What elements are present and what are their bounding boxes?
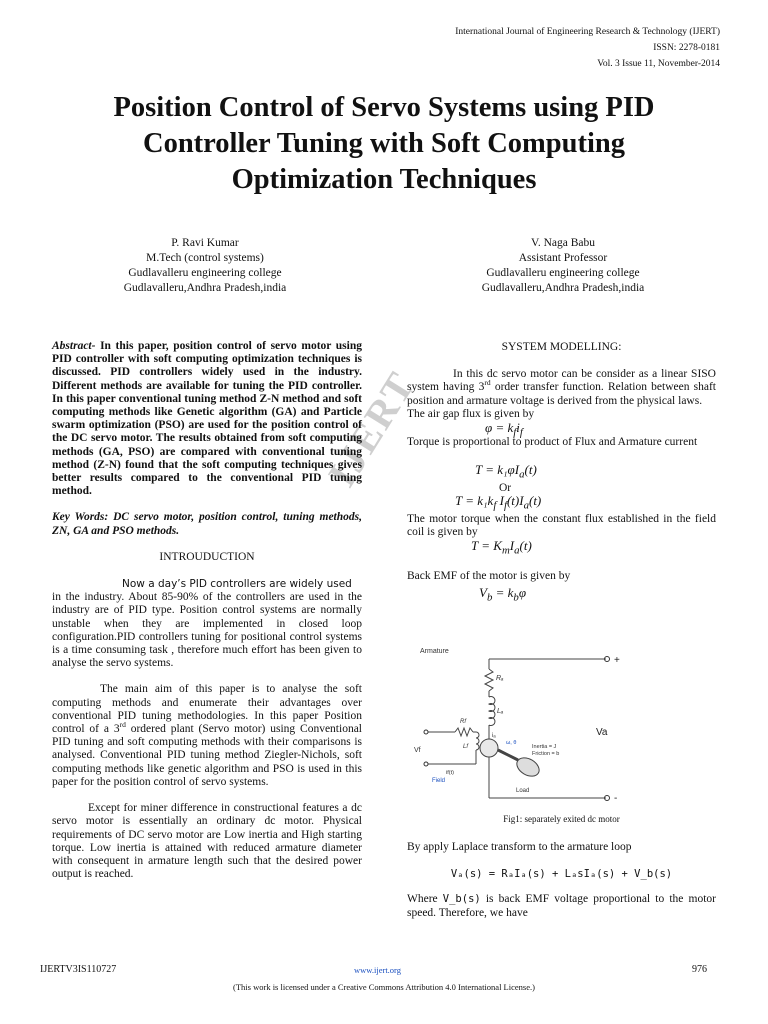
equation-torque-3 [407,539,716,558]
laplace-equation: Vₐ(s) = RₐIₐ(s) + LₐsIₐ(s) + V_b(s) [450,868,673,881]
plus-sign: + [614,655,620,666]
system-modelling-heading: SYSTEM MODELLING: [501,341,622,353]
if-label: if(t) [446,770,454,776]
eq-sub: b [513,591,519,604]
ra-label: Rₐ [496,675,504,682]
title-line-2: Controller Tuning with Soft Computing [143,128,625,159]
paper-title [40,90,728,198]
eq-part: T = K [471,538,502,554]
rf-label: Rf [460,719,466,725]
eq-sub: a [519,468,525,481]
eq-sub: f [513,426,517,439]
ra-resistor [485,669,493,691]
ia-label: iₐ [492,733,496,739]
author-1 [80,236,330,296]
torque-text: Torque is proportional to product of Flux and Armature current [407,436,698,449]
eq-sub: a [523,499,529,512]
eq-part: φ = k [485,420,514,436]
back-emf-text: Back EMF of the motor is given by [407,570,571,583]
load-label: Load [516,788,530,794]
intro-p2-text-cont: ordered plant (Servo motor) using Conventional PID tuning and soft computing methods with their comparisons is analysed. Conventional PID tuning method Ziegler-Nichols, soft computing methods like genetic algorithm and PSO is used in this paper for the position control of servo systems. [52,723,362,788]
eq-sub: f [519,426,523,439]
issn: ISSN: 2278-0181 [653,43,720,53]
eq-part: (t) [524,462,537,478]
introduction-heading: INTROUDUCTION [159,550,255,563]
author-college: Gudlavalleru engineering college [486,267,640,279]
where-rest: is back EMF voltage proportional to the motor speed. Therefore, we have [407,893,716,919]
dc-motor-circuit-diagram [410,640,640,810]
intro-p2-text: The main aim of this paper is to analyse the soft computing methods and enumerate their advantages over conventional PID tuning methodologies. In this paper Position control of a 3 [52,683,362,736]
abstract-text: In this paper, position control of servo motor using PID controller with soft computing optimization techniques is discussed. PID controllers widely used in the industry. Different methods are available for tuning the PID controller. In this paper conventional tuning method Z-N method and soft computing methods like Genetic algorithm (GA) and Particle swarm optimization (PSO) are used for the position control of the DC servo motor. The results obtained from soft computing methods (GA, PSO) are compared with conventional tuning method (Z-N) found that the soft computing techniques gives better results compared to the conventional PID tuning method. [52,340,362,498]
la-inductor [489,697,495,726]
eq-part: (t)I [506,493,524,509]
rf-resistor [455,728,473,736]
keywords-label: Key Words: [52,511,109,524]
eq-part: T = k₁k [455,493,494,509]
equation-torque-2 [407,494,716,513]
flux-text: The air gap flux is given by [407,407,535,420]
author-role: M.Tech (control systems) [146,252,264,264]
intro-paragraph-3: Except for miner difference in constructional features a dc servo motor is essentially an ordinary dc motor. Physical requirements of DC servo motor are Low inertia and High starting torque. Low inertia is attained with reduced armature diameter with consequent in armature length such that the desired power output is reached. [52,802,362,881]
title-line-1: Position Control of Servo Systems using PID [113,92,655,123]
intro-first-line: Now a day’s PID controllers are widely used [122,578,352,591]
field-terminal [424,730,428,734]
author-2 [438,236,688,296]
eq-part: T = k₁φI [475,462,520,478]
left-column [52,340,362,881]
footer-url[interactable]: www.ijert.org [354,965,401,975]
superscript: rd [484,378,491,388]
equation-torque-1 [407,463,716,482]
field-terminal [424,762,428,766]
va-label: Va [596,727,608,738]
intro-paragraph-2 [52,683,362,789]
eq-sub: m [501,544,510,557]
eq-part: (t) [528,493,542,509]
author-college: Gudlavalleru engineering college [128,267,282,279]
armature-label: Armature [420,648,449,655]
where-symbol: V_b(s) [442,893,481,906]
eq-part: I [509,538,515,554]
where-text [407,893,716,919]
title-line-3: Optimization Techniques [231,164,537,195]
eq-part: V [479,585,487,601]
la-label: Lₐ [497,708,504,715]
journal-name: International Journal of Engineering Research & Technology (IJERT) [455,27,720,37]
figure-caption: Fig1: separately exited dc motor [503,814,620,824]
author-role: Assistant Professor [518,252,608,264]
shaft-label: ω, θ [506,740,517,746]
eq-sub: b [486,591,493,604]
eq-sub: a [514,544,520,557]
eq-sub: f [503,499,507,512]
laplace-section [407,841,716,920]
abstract-label: Abstract- [52,340,96,352]
author-name: P. Ravi Kumar [171,237,239,249]
right-column [407,341,716,605]
vf-label: Vf [414,747,421,754]
eq-sub: f [493,499,497,512]
minus-sign: - [614,793,618,804]
where-prefix: Where [407,893,443,906]
inertia-label: Inertia = J [532,744,557,750]
equation-back-emf [407,586,716,605]
lf-label: Lf [463,744,469,750]
intro-paragraph-1 [52,578,362,670]
intro-p1-text: in the industry. About 85-90% of the controllers are used in the industry are of PID type. Position control systems are normally unstable when they are implemented in closed loop configuration.PID controllers tuning for positional control systems is a time consuming task , therefore much effort has been given to analyse the servo systems. [52,591,362,670]
abstract [52,340,362,498]
footer-license: (This work is licensed under a Creative Commons Attribution 4.0 International License.) [233,982,535,992]
const-flux-text: The motor torque when the constant flux established in the field coil is given by [407,512,716,539]
modelling-paragraph-1 [407,368,716,408]
armature-motor [480,739,498,757]
superscript: rd [119,720,126,730]
volume-issue: Vol. 3 Issue 11, November-2014 [597,59,720,69]
author-place: Gudlavalleru,Andhra Pradesh,india [481,282,645,294]
or-text: Or [499,482,512,495]
equation-flux [407,420,716,439]
eq-part: = k [492,585,514,601]
footer-page-number: 976 [692,964,707,975]
modelling-p1-text: In this dc servo motor can be consider as a linear SISO system having 3 [407,368,716,394]
ijert-watermark: IJERT [318,363,424,495]
modelling-p1-text-cont: order transfer function. Relation between shaft position and armature voltage is derived from the physical laws. [407,381,717,407]
eq-part: (t) [519,538,532,554]
load-disk [514,754,543,780]
friction-label: Friction = b [532,751,560,757]
eq-part: I [499,493,504,509]
keywords [52,511,362,537]
journal-header [455,24,720,72]
field-label: Field [432,778,446,784]
eq-part: φ [518,585,527,601]
lf-inductor [476,732,479,750]
footer-paper-id: IJERTV3IS110727 [40,964,117,975]
eq-part: i [516,420,520,436]
author-name: V. Naga Babu [531,237,595,249]
laplace-text: By apply Laplace transform to the armature loop [407,841,632,853]
author-place: Gudlavalleru,Andhra Pradesh,india [123,282,287,294]
keywords-text: DC servo motor, position control, tuning methods, ZN, GA and PSO methods. [52,511,362,537]
motor-shaft [498,750,518,760]
